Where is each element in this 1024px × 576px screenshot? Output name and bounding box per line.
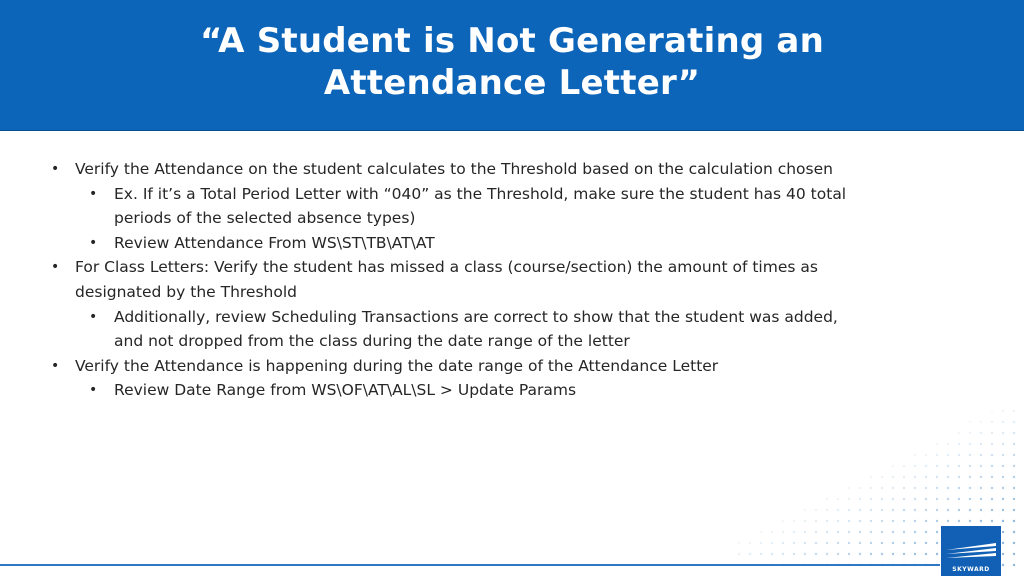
decorative-dot bbox=[903, 553, 905, 555]
bullet-dot-icon: • bbox=[89, 185, 98, 202]
bullet-text: and not dropped from the class during the date range of the letter bbox=[114, 332, 630, 351]
decorative-dot bbox=[859, 542, 861, 544]
bullet-dot-icon: • bbox=[51, 357, 60, 374]
decorative-dot bbox=[1013, 454, 1015, 456]
decorative-dot bbox=[936, 509, 938, 511]
decorative-dot bbox=[826, 553, 828, 555]
decorative-dot bbox=[892, 476, 894, 478]
decorative-dot bbox=[1013, 421, 1015, 423]
decorative-dot bbox=[925, 487, 927, 489]
decorative-dot bbox=[771, 542, 773, 544]
decorative-dot bbox=[815, 531, 817, 533]
title-banner bbox=[0, 0, 1024, 131]
decorative-dot bbox=[958, 509, 960, 511]
decorative-dot bbox=[914, 553, 916, 555]
decorative-dot bbox=[826, 520, 828, 522]
bullet-text: Verify the Attendance is happening during the date range of the Attendance Letter bbox=[75, 356, 719, 375]
decorative-dot bbox=[892, 520, 894, 522]
decorative-dot bbox=[826, 498, 828, 500]
decorative-dot bbox=[738, 542, 740, 544]
decorative-dot bbox=[859, 498, 861, 500]
bullet-dot-icon: • bbox=[51, 161, 60, 177]
decorative-dot bbox=[771, 531, 773, 533]
decorative-dot bbox=[991, 421, 993, 423]
decorative-dot bbox=[1002, 421, 1004, 423]
decorative-dot bbox=[914, 465, 916, 467]
bullet-list bbox=[0, 157, 900, 403]
decorative-dot bbox=[859, 520, 861, 522]
decorative-dot bbox=[848, 531, 850, 533]
decorative-dot bbox=[859, 531, 861, 533]
decorative-dot bbox=[947, 520, 949, 522]
decorative-dot bbox=[1002, 564, 1004, 566]
bullet-text: Verify the Attendance on the student calculates to the Threshold based on the calculation chosen bbox=[75, 160, 833, 178]
slide-title-line-2: Attendance Letter” bbox=[323, 63, 701, 103]
decorative-dot bbox=[1002, 410, 1004, 412]
decorative-dot bbox=[870, 531, 872, 533]
decorative-dot bbox=[991, 498, 993, 500]
decorative-dot bbox=[980, 520, 982, 522]
decorative-dot bbox=[969, 487, 971, 489]
bullet-item bbox=[0, 157, 900, 182]
decorative-dot bbox=[1013, 520, 1015, 522]
decorative-dot bbox=[749, 553, 751, 555]
decorative-dot bbox=[892, 509, 894, 511]
decorative-dot bbox=[870, 520, 872, 522]
bullet-dot-icon: • bbox=[89, 382, 98, 399]
decorative-dot bbox=[914, 498, 916, 500]
decorative-dot bbox=[947, 498, 949, 500]
decorative-dot bbox=[914, 531, 916, 533]
decorative-dot bbox=[925, 509, 927, 511]
decorative-dot bbox=[925, 465, 927, 467]
bullet-continuation bbox=[0, 280, 900, 305]
slide-title bbox=[160, 20, 864, 110]
decorative-dot bbox=[1013, 553, 1015, 555]
decorative-dot bbox=[1013, 531, 1015, 533]
decorative-dot bbox=[1002, 465, 1004, 467]
decorative-dot bbox=[1013, 410, 1015, 412]
sub-bullet-continuation bbox=[0, 206, 900, 231]
decorative-dot bbox=[870, 542, 872, 544]
decorative-dot bbox=[925, 454, 927, 456]
decorative-dot bbox=[925, 476, 927, 478]
decorative-dot bbox=[870, 498, 872, 500]
decorative-dot bbox=[947, 487, 949, 489]
decorative-dot bbox=[859, 487, 861, 489]
decorative-dot bbox=[870, 476, 872, 478]
decorative-dot bbox=[837, 520, 839, 522]
decorative-dot bbox=[925, 553, 927, 555]
decorative-dot bbox=[859, 509, 861, 511]
bullet-text: For Class Letters: Verify the student has missed a class (course/section) the amount of times as bbox=[75, 258, 818, 277]
decorative-dot bbox=[793, 553, 795, 555]
decorative-dot bbox=[1013, 542, 1015, 544]
decorative-dot bbox=[925, 520, 927, 522]
decorative-dot bbox=[881, 487, 883, 489]
sub-bullet-item bbox=[0, 305, 900, 330]
decorative-dot bbox=[1002, 487, 1004, 489]
decorative-dot bbox=[1002, 520, 1004, 522]
decorative-dot bbox=[925, 542, 927, 544]
decorative-dot bbox=[969, 498, 971, 500]
slide-title-line-1: “A Student is Not Generating an bbox=[200, 21, 824, 61]
decorative-dot bbox=[969, 454, 971, 456]
decorative-dot bbox=[837, 542, 839, 544]
decorative-dot bbox=[881, 553, 883, 555]
decorative-dot bbox=[947, 443, 949, 445]
decorative-dot bbox=[991, 476, 993, 478]
decorative-dot bbox=[1002, 432, 1004, 434]
decorative-dot bbox=[848, 487, 850, 489]
decorative-dot bbox=[848, 509, 850, 511]
decorative-dot bbox=[782, 553, 784, 555]
decorative-dot bbox=[936, 443, 938, 445]
decorative-dot bbox=[1002, 498, 1004, 500]
decorative-dot bbox=[991, 487, 993, 489]
decorative-dot bbox=[903, 520, 905, 522]
decorative-dot bbox=[914, 454, 916, 456]
decorative-dot bbox=[892, 553, 894, 555]
decorative-dot bbox=[980, 443, 982, 445]
decorative-dot bbox=[1002, 542, 1004, 544]
decorative-dot bbox=[925, 531, 927, 533]
decorative-dot bbox=[760, 553, 762, 555]
decorative-dot bbox=[1002, 454, 1004, 456]
decorative-dot bbox=[958, 432, 960, 434]
decorative-dot bbox=[870, 509, 872, 511]
decorative-dot bbox=[914, 520, 916, 522]
decorative-dot bbox=[991, 465, 993, 467]
decorative-dot bbox=[903, 498, 905, 500]
decorative-dot bbox=[1013, 498, 1015, 500]
sub-bullet-item bbox=[0, 231, 900, 256]
decorative-dot bbox=[969, 520, 971, 522]
decorative-dot bbox=[1013, 564, 1015, 566]
decorative-dot bbox=[980, 487, 982, 489]
decorative-dot bbox=[980, 476, 982, 478]
decorative-dot bbox=[870, 487, 872, 489]
sub-bullet-item bbox=[0, 182, 900, 207]
decorative-dot bbox=[958, 520, 960, 522]
decorative-dot bbox=[947, 476, 949, 478]
decorative-dot bbox=[980, 498, 982, 500]
decorative-dot bbox=[936, 498, 938, 500]
decorative-dot bbox=[881, 520, 883, 522]
decorative-dot bbox=[903, 465, 905, 467]
bullet-text: Ex. If it’s a Total Period Letter with “040” as the Threshold, make sure the student has 40 total bbox=[114, 184, 847, 203]
decorative-dot bbox=[815, 520, 817, 522]
decorative-dot bbox=[826, 542, 828, 544]
decorative-dot bbox=[782, 542, 784, 544]
bullet-text: designated by the Threshold bbox=[75, 282, 297, 301]
decorative-dot bbox=[804, 520, 806, 522]
decorative-dot bbox=[881, 531, 883, 533]
decorative-dot bbox=[859, 553, 861, 555]
decorative-dot bbox=[881, 476, 883, 478]
decorative-dot bbox=[815, 542, 817, 544]
decorative-dot bbox=[958, 443, 960, 445]
decorative-dot bbox=[837, 531, 839, 533]
bullet-dot-icon: • bbox=[89, 234, 98, 251]
decorative-dot bbox=[980, 509, 982, 511]
decorative-dot bbox=[892, 487, 894, 489]
decorative-dot bbox=[914, 487, 916, 489]
decorative-dot bbox=[914, 542, 916, 544]
decorative-dot bbox=[837, 498, 839, 500]
decorative-dot bbox=[815, 553, 817, 555]
decorative-dot bbox=[903, 509, 905, 511]
decorative-dot bbox=[1013, 432, 1015, 434]
bullet-dot-icon: • bbox=[89, 308, 98, 325]
decorative-dot bbox=[826, 531, 828, 533]
decorative-dot bbox=[980, 421, 982, 423]
decorative-dot bbox=[936, 531, 938, 533]
decorative-dot bbox=[947, 454, 949, 456]
bullet-text: Review Date Range from WS\OF\AT\AL\SL > Update Params bbox=[114, 381, 577, 400]
decorative-dot bbox=[914, 476, 916, 478]
decorative-dot bbox=[771, 553, 773, 555]
decorative-dot bbox=[914, 509, 916, 511]
bullet-text: Review Attendance From WS\ST\TB\AT\AT bbox=[114, 233, 435, 252]
skyward-swoosh-icon bbox=[941, 526, 1001, 576]
decorative-dot bbox=[892, 498, 894, 500]
decorative-dot bbox=[936, 542, 938, 544]
decorative-dot bbox=[793, 531, 795, 533]
decorative-dot bbox=[892, 465, 894, 467]
sub-bullet-item bbox=[0, 378, 900, 403]
decorative-dot bbox=[1013, 476, 1015, 478]
decorative-dot bbox=[881, 542, 883, 544]
decorative-dot bbox=[958, 454, 960, 456]
decorative-dot bbox=[804, 531, 806, 533]
decorative-dot bbox=[969, 443, 971, 445]
decorative-dot bbox=[848, 542, 850, 544]
decorative-dot bbox=[804, 542, 806, 544]
decorative-dot bbox=[848, 498, 850, 500]
decorative-dot bbox=[991, 454, 993, 456]
decorative-dot bbox=[991, 410, 993, 412]
decorative-dot bbox=[969, 421, 971, 423]
decorative-dot bbox=[1013, 465, 1015, 467]
decorative-dot bbox=[870, 553, 872, 555]
decorative-dot bbox=[837, 553, 839, 555]
decorative-dot bbox=[848, 520, 850, 522]
decorative-dot bbox=[892, 531, 894, 533]
decorative-dot bbox=[936, 465, 938, 467]
decorative-dot bbox=[804, 509, 806, 511]
decorative-dot bbox=[991, 509, 993, 511]
decorative-dot bbox=[969, 465, 971, 467]
decorative-dot bbox=[738, 553, 740, 555]
decorative-dot bbox=[991, 432, 993, 434]
decorative-dot bbox=[1002, 553, 1004, 555]
decorative-dot bbox=[793, 520, 795, 522]
decorative-dot bbox=[782, 520, 784, 522]
decorative-dot bbox=[947, 509, 949, 511]
decorative-dot bbox=[936, 553, 938, 555]
decorative-dot bbox=[1002, 531, 1004, 533]
bottom-rule bbox=[0, 564, 940, 566]
decorative-dot bbox=[903, 542, 905, 544]
decorative-dot bbox=[903, 531, 905, 533]
bullet-text: periods of the selected absence types) bbox=[114, 209, 416, 228]
sub-bullet-continuation bbox=[0, 329, 900, 354]
decorative-dot bbox=[793, 542, 795, 544]
decorative-dot bbox=[848, 553, 850, 555]
decorative-dot bbox=[958, 465, 960, 467]
skyward-wordmark: SKYWARD bbox=[952, 566, 990, 573]
decorative-dot bbox=[1013, 487, 1015, 489]
decorative-dot bbox=[903, 487, 905, 489]
decorative-dot bbox=[749, 542, 751, 544]
decorative-dot bbox=[837, 509, 839, 511]
decorative-dot bbox=[936, 454, 938, 456]
decorative-dot bbox=[903, 476, 905, 478]
decorative-dot bbox=[1013, 509, 1015, 511]
decorative-dot bbox=[991, 443, 993, 445]
decorative-dot bbox=[1002, 443, 1004, 445]
decorative-dot bbox=[1013, 443, 1015, 445]
decorative-dot bbox=[936, 487, 938, 489]
decorative-dot bbox=[958, 476, 960, 478]
decorative-dot bbox=[1002, 509, 1004, 511]
decorative-dot bbox=[760, 542, 762, 544]
decorative-dot bbox=[958, 498, 960, 500]
decorative-dot bbox=[947, 465, 949, 467]
decorative-dot bbox=[991, 520, 993, 522]
decorative-dot bbox=[925, 498, 927, 500]
bullet-item bbox=[0, 354, 900, 379]
decorative-dot bbox=[980, 465, 982, 467]
decorative-dot bbox=[815, 509, 817, 511]
bullet-dot-icon: • bbox=[51, 259, 60, 276]
decorative-dot bbox=[892, 542, 894, 544]
decorative-dot bbox=[980, 432, 982, 434]
decorative-dot bbox=[826, 509, 828, 511]
decorative-dot bbox=[804, 553, 806, 555]
decorative-dot bbox=[881, 509, 883, 511]
decorative-dot bbox=[969, 509, 971, 511]
decorative-dot bbox=[782, 531, 784, 533]
decorative-dot bbox=[760, 531, 762, 533]
skyward-logo bbox=[941, 526, 1001, 576]
decorative-dot bbox=[1002, 476, 1004, 478]
decorative-dot bbox=[969, 476, 971, 478]
decorative-dot bbox=[936, 520, 938, 522]
decorative-dot bbox=[958, 487, 960, 489]
decorative-dot bbox=[969, 432, 971, 434]
bullet-item bbox=[0, 255, 900, 280]
bullet-text: Additionally, review Scheduling Transactions are correct to show that the student was added, bbox=[114, 307, 838, 326]
decorative-dot bbox=[881, 498, 883, 500]
decorative-dot bbox=[980, 454, 982, 456]
decorative-dot bbox=[936, 476, 938, 478]
